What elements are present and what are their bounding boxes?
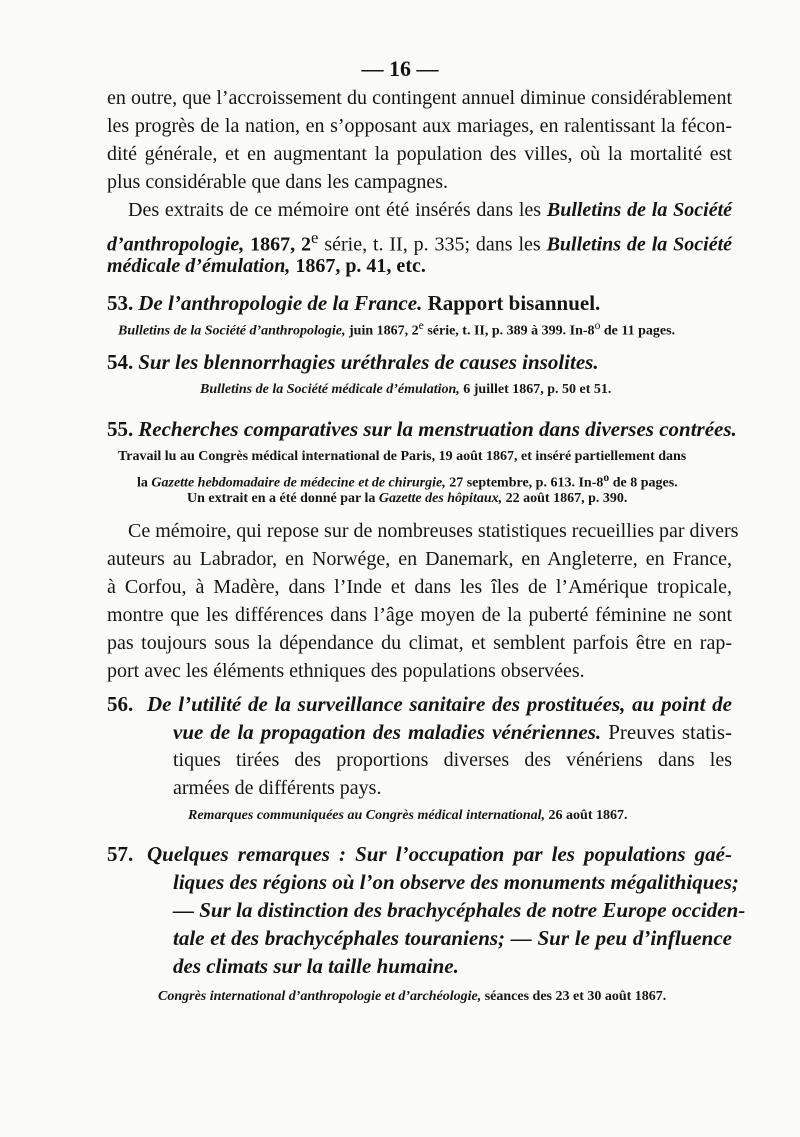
text-line: en outre, que l’accroissement du contingent annuel diminue considérablement bbox=[107, 87, 732, 109]
ref-source: Gazette hebdomadaire de médecine et de chirurgie, bbox=[151, 475, 446, 491]
entry-reference: Travail lu au Congrès médical international de Paris, 19 août 1867, et inséré partiellement dans bbox=[118, 449, 687, 464]
entry-title-line: — Sur la distinction des brachycéphales de notre Europe occiden- bbox=[173, 898, 746, 922]
entry-title bbox=[107, 349, 599, 376]
text-line: à Corfou, à Madère, dans l’Inde et dans les îles de l’Amérique tropicale, bbox=[107, 576, 732, 598]
ref-source: Bulletins de la Société d’anthropologie, bbox=[118, 323, 346, 339]
text-line: port avec les éléments ethniques des populations observées. bbox=[107, 660, 585, 682]
entry-number-text: 56. bbox=[107, 692, 134, 716]
text-span: de 11 pages. bbox=[600, 323, 676, 339]
journal-title: Bulletins de la Société bbox=[546, 199, 732, 221]
text-line: auteurs au Labrador, en Norwége, en Danemark, en Angleterre, en France, bbox=[107, 548, 732, 570]
entry-title-line: liques des régions où l’on observe des monuments mégalithiques; bbox=[173, 870, 739, 894]
ref-source: Congrès international d’anthropologie et d’archéologie, bbox=[158, 989, 482, 1004]
text-span: 1867, 2 bbox=[244, 233, 312, 256]
entry-title-line: tiques tirées des proportions diverses des vénériens dans les bbox=[173, 749, 732, 771]
text-line: Ce mémoire, qui repose sur de nombreuses statistiques recueillies par divers bbox=[128, 520, 739, 542]
entry-title bbox=[107, 290, 600, 317]
journal-title: médicale d’émulation, bbox=[107, 255, 291, 277]
entry-title-line: des climats sur la taille humaine. bbox=[173, 954, 459, 978]
entry-title-line: armées de différents pays. bbox=[173, 777, 382, 799]
text-span: de 8 pages. bbox=[609, 475, 678, 491]
text-line: dité générale, et en augmentant la population des villes, où la mortalité est bbox=[107, 143, 732, 165]
entry-title-italic: vue de la propagation des maladies vénériennes. bbox=[173, 720, 602, 744]
entry-number: 55. bbox=[107, 417, 134, 441]
text-line: montre que les différences dans l’âge moyen de la puberté féminine ne sont bbox=[107, 604, 732, 626]
entry-number bbox=[107, 691, 133, 718]
entry-title bbox=[107, 416, 737, 443]
text-line: les progrès de la nation, en s’opposant aux mariages, en ralentissant la fécon- bbox=[107, 115, 732, 137]
ref-source: Gazette des hôpitaux, bbox=[378, 491, 503, 506]
journal-title: d’anthropologie, bbox=[107, 233, 245, 256]
text-line: pas toujours sous la dépendance du climat, et semblent parfois être en rap- bbox=[107, 632, 732, 654]
ref-source: Bulletins de la Société médicale d’émulation, bbox=[200, 382, 460, 397]
entry-reference bbox=[118, 316, 675, 342]
superscript: e bbox=[418, 319, 424, 332]
text-line bbox=[128, 197, 732, 223]
entry-number: 54. bbox=[107, 350, 134, 374]
text-span: la bbox=[137, 475, 152, 491]
entry-title-rest: Rapport bisannuel. bbox=[422, 291, 601, 315]
text-span: Des extraits de ce mémoire ont été insérés dans les bbox=[128, 199, 547, 221]
entry-reference bbox=[188, 806, 628, 826]
ref-source: Remarques communiquées au Congrès médical international, bbox=[188, 808, 546, 823]
text-span: 1867, p. 41, etc. bbox=[290, 255, 426, 277]
superscript: o bbox=[603, 471, 610, 484]
entry-title-italic: Sur les blennorrhagies uréthrales de causes insolites. bbox=[138, 350, 599, 374]
entry-title-line: tale et des brachycéphales touraniens; — Sur le peu d’influence bbox=[173, 926, 732, 950]
text-span: 22 août 1867, p. 390. bbox=[502, 491, 628, 506]
entry-title-italic: De l’anthropologie de la France. bbox=[138, 291, 423, 315]
superscript: o bbox=[594, 319, 601, 332]
text-span: 6 juillet 1867, p. 50 et 51. bbox=[459, 382, 612, 397]
text-span: Un extrait en a été donné par la bbox=[187, 491, 379, 506]
text-span: série, t. II, p. 335; dans les bbox=[318, 233, 547, 256]
entry-reference bbox=[200, 380, 611, 400]
entry-title-line bbox=[173, 719, 732, 746]
text-span: séances des 23 et 30 août 1867. bbox=[481, 989, 667, 1004]
entry-title-rest: Preuves statis- bbox=[601, 720, 732, 744]
entry-number: 53. bbox=[107, 291, 134, 315]
journal-title: Bulletins de la Société bbox=[546, 233, 733, 256]
text-span: série, t. II, p. 389 à 399. In-8 bbox=[423, 323, 595, 339]
entry-title-line: De l’utilité de la surveillance sanitaire des prostituées, au point de bbox=[147, 692, 732, 716]
text-line: plus considérable que dans les campagnes. bbox=[107, 171, 449, 193]
superscript: e bbox=[311, 228, 319, 247]
entry-reference bbox=[158, 987, 666, 1007]
entry-number-text: 57. bbox=[107, 842, 134, 866]
entry-reference bbox=[187, 489, 627, 509]
text-line bbox=[107, 253, 426, 279]
entry-title-italic: Recherches comparatives sur la menstruation dans diverses contrées. bbox=[138, 417, 737, 441]
entry-number bbox=[107, 841, 133, 868]
text-span: 27 septembre, p. 613. In-8 bbox=[445, 475, 604, 491]
page-number: — 16 — bbox=[361, 56, 439, 81]
text-span: juin 1867, 2 bbox=[345, 323, 419, 339]
text-span: 26 août 1867. bbox=[545, 808, 628, 823]
entry-title-line: Quelques remarques : Sur l’occupation par les populations gaé- bbox=[147, 842, 732, 866]
